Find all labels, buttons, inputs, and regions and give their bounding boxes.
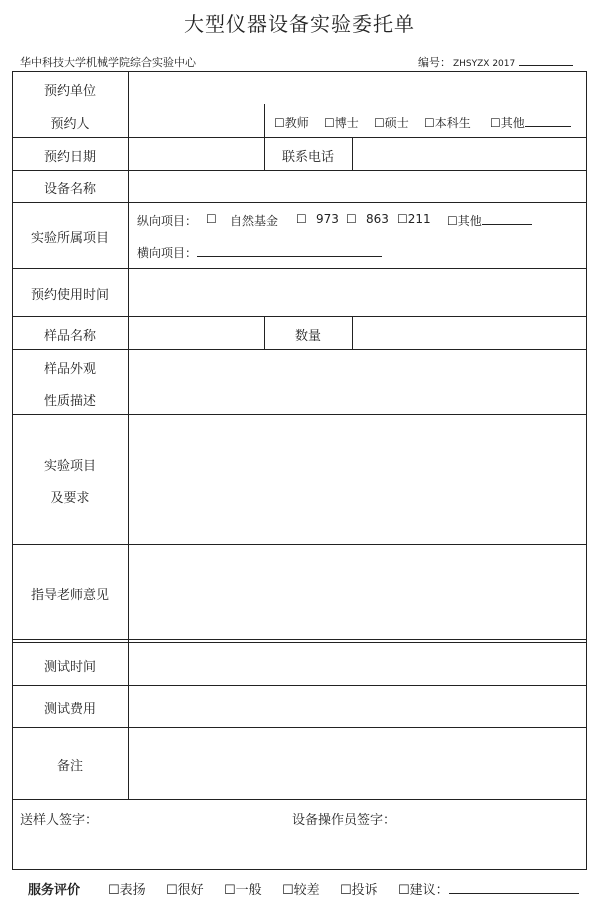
role-other-blank[interactable] <box>525 115 571 127</box>
horizontal-project-blank[interactable] <box>197 245 382 257</box>
test-time-label: 测试时间 <box>43 660 96 675</box>
role-other-label: ☐其他 <box>490 116 525 130</box>
serial-blank[interactable] <box>519 56 573 66</box>
vertical-checkbox-nsf[interactable]: ☐ <box>206 212 217 226</box>
serial-label: 编号： <box>418 56 451 69</box>
eval-praise-checkbox[interactable]: ☐表扬 <box>108 883 146 898</box>
organization-name: 华中科技大学机械学院综合实验中心 <box>20 56 196 69</box>
role-master-checkbox[interactable]: ☐硕士 <box>374 116 409 130</box>
vertical-checkbox-973[interactable]: ☐ <box>296 212 307 226</box>
vertical-other-label: ☐其他 <box>447 214 482 228</box>
quantity-label: 数量 <box>294 329 321 344</box>
contact-phone-label: 联系电话 <box>281 150 334 165</box>
equipment-name-label: 设备名称 <box>43 182 96 197</box>
horizontal-project-label: 横向项目： <box>137 246 198 260</box>
vertical-label-973: 973 <box>316 212 339 226</box>
sample-name-label: 样品名称 <box>43 329 96 344</box>
vertical-label-863: 863 <box>366 212 389 226</box>
eval-poor-checkbox[interactable]: ☐较差 <box>282 883 320 898</box>
role-undergrad-checkbox[interactable]: ☐本科生 <box>424 116 471 130</box>
advisor-opinion-label: 指导老师意见 <box>30 588 109 603</box>
eval-very-good-checkbox[interactable]: ☐很好 <box>166 883 204 898</box>
vertical-other-checkbox[interactable] <box>447 212 532 229</box>
booking-date-label: 预约日期 <box>43 150 96 165</box>
vertical-checkbox-211[interactable]: ☐211 <box>397 212 431 226</box>
exp-items-label-2: 及要求 <box>50 491 90 506</box>
operator-signature-label: 设备操作员签字： <box>292 813 397 828</box>
serial-number <box>418 54 573 70</box>
project-label: 实验所属项目 <box>30 231 109 246</box>
eval-suggestion-blank[interactable] <box>449 881 579 894</box>
vertical-label-nsf: 自然基金 <box>230 214 279 228</box>
role-other-checkbox[interactable] <box>490 114 571 131</box>
sample-desc-label-2: 性质描述 <box>43 394 96 409</box>
eval-complaint-checkbox[interactable]: ☐投诉 <box>340 883 378 898</box>
role-teacher-checkbox[interactable]: ☐教师 <box>274 116 309 130</box>
usage-time-label: 预约使用时间 <box>30 288 109 303</box>
service-evaluation-title: 服务评价 <box>28 883 81 898</box>
booking-unit-label: 预约单位 <box>43 84 96 99</box>
test-fee-label: 测试费用 <box>43 702 96 717</box>
booker-label: 预约人 <box>50 117 90 132</box>
eval-suggestion-field[interactable] <box>398 879 579 898</box>
vertical-other-blank[interactable] <box>482 213 532 225</box>
form-title: 大型仪器设备实验委托单 <box>184 12 415 36</box>
eval-suggestion-label: ☐建议： <box>398 883 449 898</box>
horizontal-project-field <box>137 244 382 261</box>
role-phd-checkbox[interactable]: ☐博士 <box>324 116 359 130</box>
vertical-checkbox-863[interactable]: ☐ <box>346 212 357 226</box>
remarks-label: 备注 <box>56 759 83 774</box>
eval-average-checkbox[interactable]: ☐一般 <box>224 883 262 898</box>
serial-prefix: ZHSYZX 2017 <box>453 59 516 69</box>
sender-signature-label: 送样人签字： <box>20 813 99 828</box>
vertical-project-label: 纵向项目： <box>137 214 198 228</box>
sample-desc-label-1: 样品外观 <box>43 362 96 377</box>
exp-items-label-1: 实验项目 <box>43 459 96 474</box>
